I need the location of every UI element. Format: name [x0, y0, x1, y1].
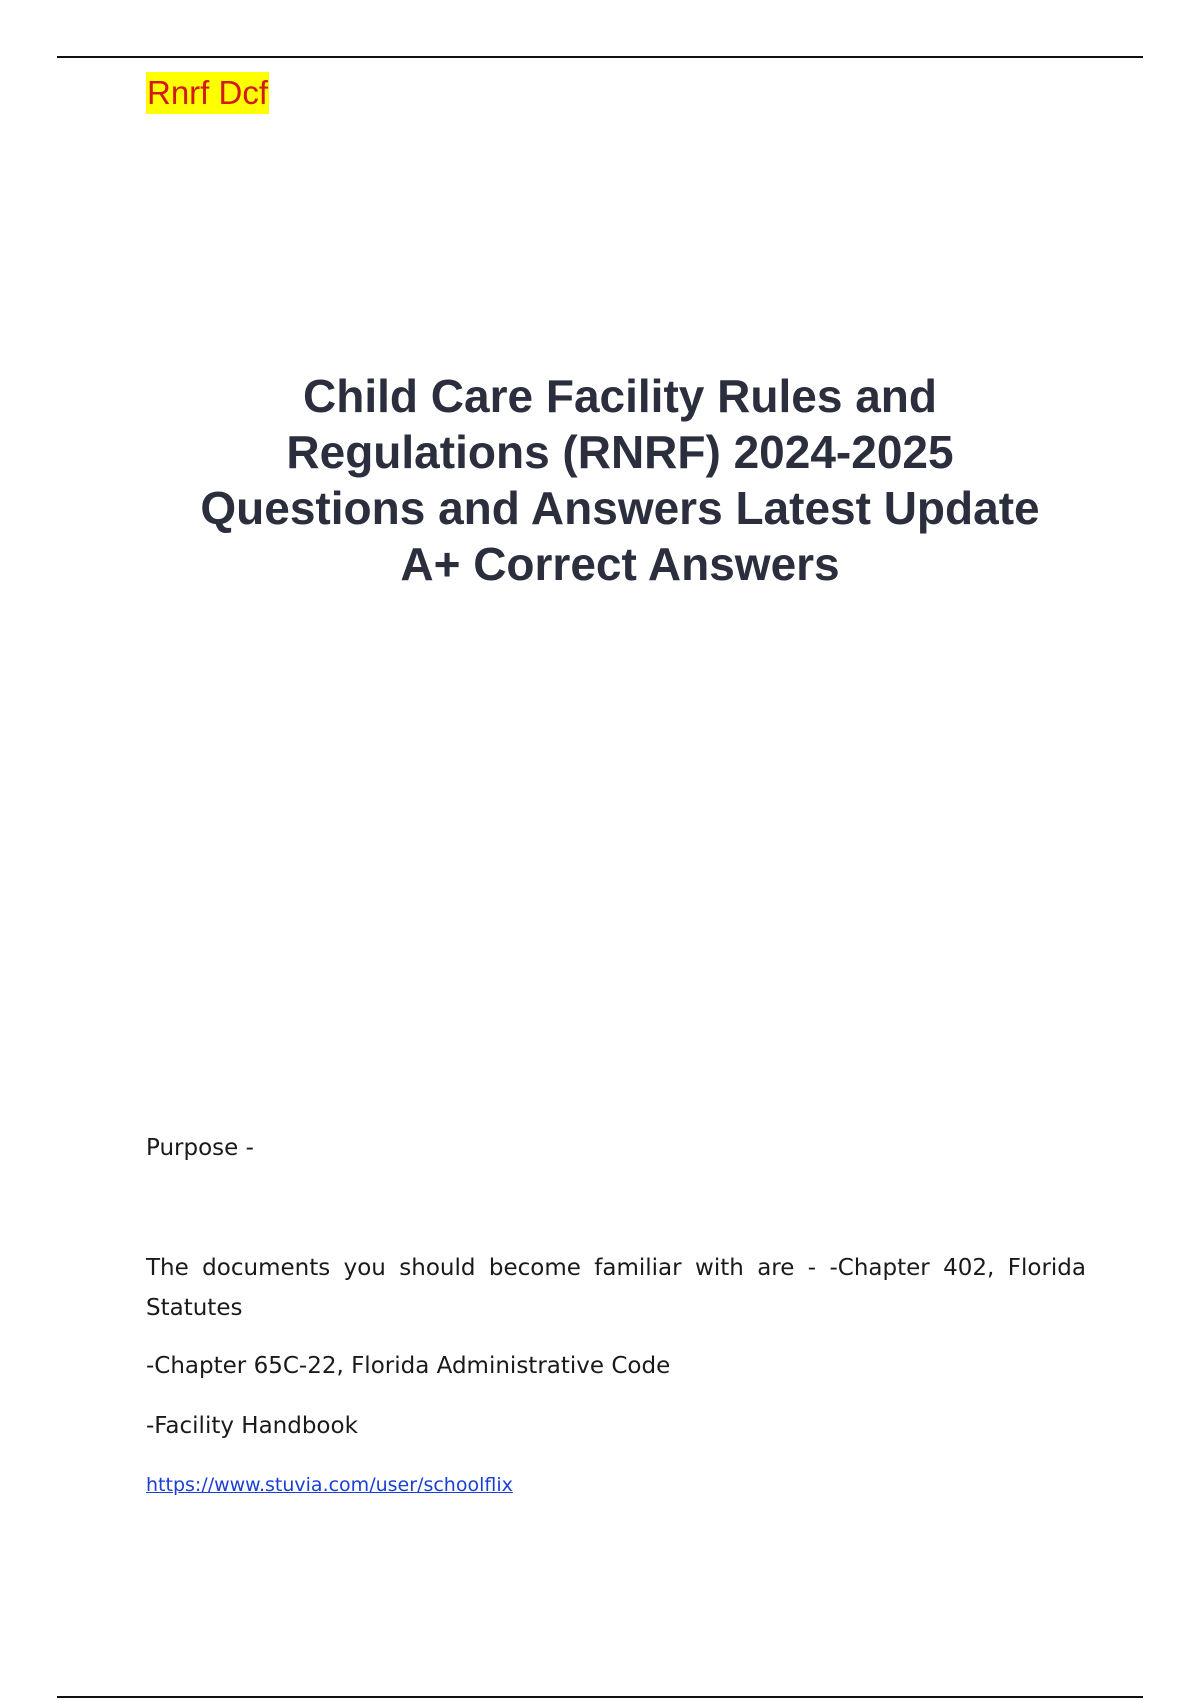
top-rule — [57, 56, 1143, 58]
list-item-facility-handbook: -Facility Handbook — [146, 1413, 358, 1439]
title-line-3: Questions and Answers Latest Update — [200, 482, 1040, 534]
title-line-4: A+ Correct Answers — [400, 538, 840, 590]
stuvia-link[interactable]: https://www.stuvia.com/user/schoolflix — [146, 1474, 513, 1496]
documents-paragraph: The documents you should become familiar with are - -Chapter 402, Florida Statutes — [146, 1255, 1086, 1321]
bottom-rule — [57, 1696, 1143, 1698]
title-line-2: Regulations (RNRF) 2024-2025 — [286, 426, 954, 478]
purpose-paragraph: Purpose - — [146, 1135, 254, 1161]
header-tag: Rnrf Dcf — [146, 72, 269, 114]
list-item-chapter-65c: -Chapter 65C-22, Florida Administrative Code — [146, 1353, 671, 1379]
document-title — [140, 368, 1100, 592]
title-line-1: Child Care Facility Rules and — [303, 370, 937, 422]
